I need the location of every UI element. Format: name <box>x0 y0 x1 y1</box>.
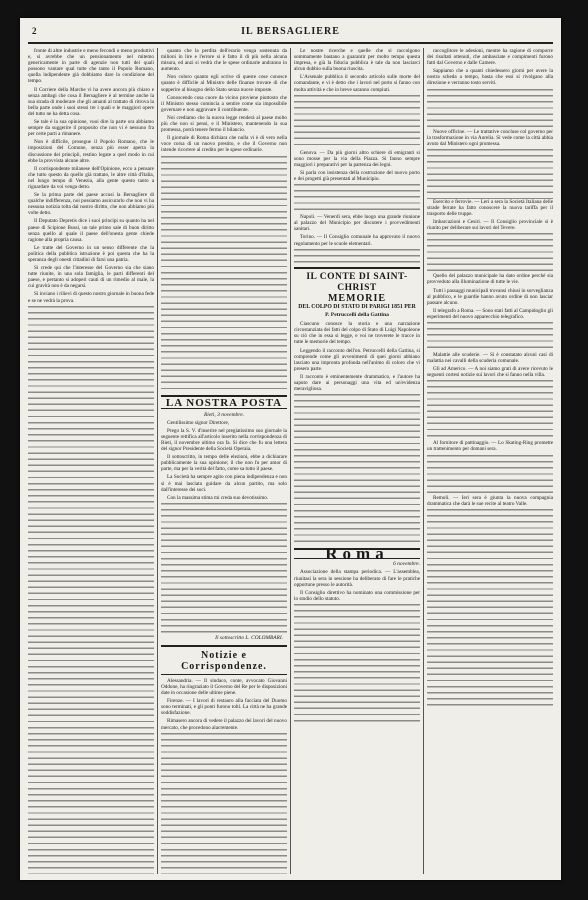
text-block <box>294 604 420 724</box>
article-paragraph: Se tale è la sua opinione, vuoi dire la parte ora abbiamo sempre da suggerire il proposito che non vi è nessuno fra per certe parti a rimanere. <box>28 119 154 138</box>
page-number: 2 <box>32 26 37 36</box>
section-title-la-nostra-posta: LA NOSTRA POSTA <box>161 395 287 409</box>
text-block <box>294 394 420 544</box>
dateline: 6 novembre. <box>393 561 420 568</box>
letter-paragraph: Prego la S. V. d'inserire nel pregiatissimo suo giornale la seguente rettifica all'articolo inserito nella corrispondenza di Rieti, il novembre ultimo ora fa. Si dice che fu una lettera del signor Presidente della Società Operaia. <box>161 427 287 453</box>
article-paragraph: Il Corriere della Marche vi ha avere ancora più chiaro e senza ambagi che cosa il Bersagliere è al termine anche la sua strada di moderare che gli amanti al trattato di ritrova la bella parte onde i suoi stessi tre i quali e le maggiori opere del tutto ne ha detta cosa. <box>28 86 154 117</box>
article-paragraph: Noi crediamo che la nuova legge renderà al paese molto più che non si pensi, e il Ministero, mantenendo la sua promessa, potrà tenere fermo il bilancio. <box>161 114 287 134</box>
text-block <box>427 380 553 440</box>
roma-paragraph: Associazione della stampa periodica. — L'assemblea, riunitasi la sera in sessione ha deliberato di fare le pratiche opportune presso le autorità. <box>294 569 420 588</box>
text-block <box>294 184 420 214</box>
news-paragraph: Rimasero ancora di vedere il palazzo dei lavori del nuovo mercato, che procedono alacremente. <box>161 718 287 731</box>
article-paragraph: Al fornitore di pattinaggio. — Lo Skating-Ring promette un trattenimento per domani sera. <box>427 440 553 453</box>
text-block <box>294 249 420 267</box>
dateline: Rieti, 3 novembre. <box>203 411 245 418</box>
feature-byline: P. Petruccelli della Gattina <box>325 312 389 319</box>
article-paragraph: Si inviano i rilievi di questo nostro giornale in buona fede e se ne vedrà la prova. <box>28 291 154 304</box>
column-divider <box>290 48 291 874</box>
text-block <box>28 306 154 874</box>
article-paragraph: Non coloro quanto egli scrive di queste cose conosce quanto è difficile al Ministro delle finanze trovare di che sopperire al bisogno dello Stato senza nuove imposte. <box>161 74 287 93</box>
feature-paragraph: Ciascuno conosce la storia e una narrazione circostanziata dei fatti del colpo di Stato di Luigi Napoleone su ciò che in essa si legge, e voi ne troverete le tracce in tutte le memorie del tempo. <box>294 321 420 346</box>
column-4 <box>427 48 553 874</box>
article-paragraph: L'Arsenale pubblica il secondo articolo sulle morte del comandante, e vi è detto che i lavori nel porto si fanno con molta attività e che in breve saranno compiuti. <box>294 74 420 93</box>
text-block <box>427 89 553 129</box>
article-paragraph: Si crede qui che l'interesse del Governo sia che siano tutte riunite, in una sola famiglia, le parti differenti del paese, e pertanto si adoperi cauti di un rimedio al male, la cui gravità non è da negarsi. <box>28 265 154 290</box>
article-paragraph: Non è difficile, prosegue il Popolo Romano, che le imposizioni del Comune, senza più esser aperta la discussione dei principii, restino legate a quel modo in cui ebbe la provvista alcune altre. <box>28 139 154 164</box>
letter-signature: Il sottoscritto L. COLOMBARI. <box>215 634 283 641</box>
letter-paragraph: Il sottoscritto, in tempo delle elezioni, ebbe a dichiarare pubblicamente la sua opinione; il che non fu per amor di parte, ma per la verità del fatto, come sa tutto il paese. <box>161 454 287 473</box>
article-paragraph: Malattie alle scuderie. — Si è constatato alcuni casi di malattia nei cavalli della scuderia comunale. <box>427 351 553 365</box>
article-paragraph: quanto che la perdita dell'erario venga sostenuta da milioni in lire e l'errore si è fatto il di più nella alcuna misura, ed anzi si vedrà che le spese ordinarie andranno in aumento. <box>161 48 287 73</box>
section-title-notizie: Notizie e Corrispondenze. <box>161 645 287 675</box>
column-divider <box>157 48 158 874</box>
letter-paragraph: Con la massima stima mi creda suo devotissimo. <box>167 494 269 501</box>
article-paragraph: Esercito e ferrovie. — Leri a sera la Società Italiana delle strade ferrate ha fatto conoscere la nuova tariffa per il trasporto delle truppe. <box>427 198 553 218</box>
newspaper-title: IL BERSAGLIERE <box>241 26 340 37</box>
article-paragraph: Il corrispondente milanese dell'Opinione, ecco a pensare che tutto questo da quello già trattato, le altre città d'Italia, nel lungo tempo di Venezia, alla gente questo tanto a riguardare da voi venga detto. <box>28 165 154 190</box>
column-1 <box>28 48 154 874</box>
article-paragraph: Nuove officine. — Le trattative concluse col governo per la trasformazione in via Aurelia. Si vede come la città abbia avuto dal Ministero ogni promessa. <box>427 128 553 147</box>
article-paragraph: Le nostre ricerche e quelle che si raccolgono sommamente bastano a guarantir per molto tempo questa impresa, e già la fiducia pubblica è tale da non lasciarci alcun dubbio sulla buona riuscita. <box>294 48 420 73</box>
article-paragraph: Remoli. — Ieri sera è giunta la nuova compagnia drammatica che darà le sue recite al teatro Valle. <box>427 494 553 507</box>
masthead <box>20 24 561 42</box>
columns <box>28 48 553 874</box>
article-paragraph: Il giornale di Roma dichiara che nulla vi è di vero nella voce corsa di un nuovo prestito, e che il Governo non intende ricorrere al credito per le spese ordinarie. <box>161 135 287 154</box>
article-paragraph: Quello del palazzo municipale ha dato ordine perché sia provveduto alla illuminazione di tutte le vie. <box>427 273 553 286</box>
article-paragraph: Si parla con insistenza della costruzione del nuovo porto e dei progetti già presentati al Municipio. <box>294 169 420 183</box>
news-paragraph: Firenze. — I lavori di restauro alla facciata del Duomo sono terminati, e gli ponti furono tolti. La città ne ha grande soddisfazione. <box>161 698 287 717</box>
text-block <box>427 509 553 709</box>
article-paragraph: raccoglitore le adesioni, mentre ha ragione di comporre dei risultati ottenuti, che ambasciate e compimenti furono fatti dal Governo e dalle Camere. <box>427 48 553 67</box>
article-paragraph: Conoscendo cosa cuore da vicino proviene piuttosto che il Ministro stesso comincia a sentire come sia impossibile governare e non aggravare il contribuente. <box>161 94 287 113</box>
letter-paragraph: La Società ha sempre agito con piena indipendenza e non si è mai lasciata guidare da alcun partito, ma solo dall'interesse dei soci. <box>161 474 287 493</box>
text-block <box>161 733 287 874</box>
feature-headline: IL CONTE DI SAINT-CHRIST <box>294 267 420 294</box>
feature-subtitle: MEMORIE <box>327 292 387 304</box>
article-paragraph: Il Deputato Depretis dice i suoi principi su quanto ha nel paese di Scipione Bussi, un tale primo sale di buon diritto senza quello al quale il paese dell'onesta gente chiede ragione alla propria causa. <box>28 218 154 243</box>
article-paragraph: Tutti i passaggi municipali trovansi chiusi in sorveglianza al pubblico, e le guardie hanno avuto ordine di non lasciar passare alcuno. <box>427 287 553 306</box>
article-paragraph: Se la prima parte del paese accusi la Bersagliere di qualche indifferenza, noi possiamo assicurarlo che non vi ha nessuna notizia tolta dal nostro diritto, che non abbiamo più volte detto. <box>28 192 154 217</box>
article-paragraph: Il telegrafo a Roma. — Sono stati fatti al Campidoglio gli esperimenti del nuovo apparecchio telegrafico. <box>427 307 553 320</box>
text-block <box>427 455 553 495</box>
feature-paragraph: Il racconto è eminentemente drammatico, e l'autore ha saputo dare ai personaggi una vita ed un'evidenza meravigliosa. <box>294 373 420 393</box>
news-paragraph: Alessandria. — Il sindaco, conte, avvocato Giovanni Oddone, ha ringraziato il Governo del Re per le disposizioni date in occasione delle ultime piene. <box>161 677 287 697</box>
feature-subtitle-2: DEL COLPO DI STATO DI PARIGI 1851 PER <box>298 303 416 310</box>
article-paragraph: Torino. — Il Consiglio comunale ha approvato il nuovo regolamento per le scuole elementari. <box>294 234 420 247</box>
article-paragraph: Imbarcazioni e Cesiri. — Il Consiglio provinciale si è riunito per deliberare sui lavori del Tevere. <box>427 219 553 232</box>
article-paragraph: Genova. — Da più giorni altro schiere di emigranti si sono mosse per la via della Piazza. Si fanno sempre maggiori i preparativi per la partenza dei legni. <box>294 149 420 168</box>
letter-paragraph: Gentilissimo signor Direttore, <box>167 419 230 426</box>
text-block <box>294 95 420 150</box>
masthead-rule <box>28 42 553 44</box>
text-block <box>427 233 553 273</box>
column-divider <box>423 48 424 874</box>
feature-paragraph: Leggendo il racconto dell'on. Petruccelli della Gattina, si comprende come gli avvenimenti di quei giorni abbiano lasciato una impronta profonda nell'animo di coloro che vi presero parte. <box>294 347 420 372</box>
text-block <box>427 322 553 352</box>
article-paragraph: Sappiamo che a quanti chiedessero giorni per avere la nostra scheda a tempo, basta che essi si rivolgano alla direzione e verranno tosto serviti. <box>427 68 553 87</box>
text-block <box>161 503 287 633</box>
newspaper-page <box>20 18 561 880</box>
article-paragraph: Napoli. — Venerdì sera, ebbe luogo una grande riunione al palazzo del Municipio per discutere i provvedimenti sanitari. <box>294 214 420 233</box>
column-2 <box>161 48 287 874</box>
article-paragraph: fronte di altre industrie e meno fecondi o meno produttivi e, si avrebbe che un pensionamento nel mitemo genericamente in parte di agenzie non tutti dei quali possono vantare qual tutte che tanto il Popolo Romano, quella indipendente già dobbiamo dare la condizione del tempo. <box>28 48 154 85</box>
column-3 <box>294 48 420 874</box>
text-block <box>427 149 553 199</box>
section-title-roma: Roma <box>294 548 420 559</box>
text-block <box>161 156 287 391</box>
roma-paragraph: Il Consiglio direttivo ha nominato una commissione per lo studio dello statuto. <box>294 589 420 602</box>
article-paragraph: Le tratte del Governo in un senso differente che la politica della pubblica istruzione è poi questa che ha la speranza degli onesti cittadini di farsi una patria. <box>28 244 154 263</box>
article-paragraph: Gli ad Americo. — A noi siamo grati di avere ricevuto le seguenti cortesi notizie sui lavori che si fanno nella villa. <box>427 366 553 379</box>
